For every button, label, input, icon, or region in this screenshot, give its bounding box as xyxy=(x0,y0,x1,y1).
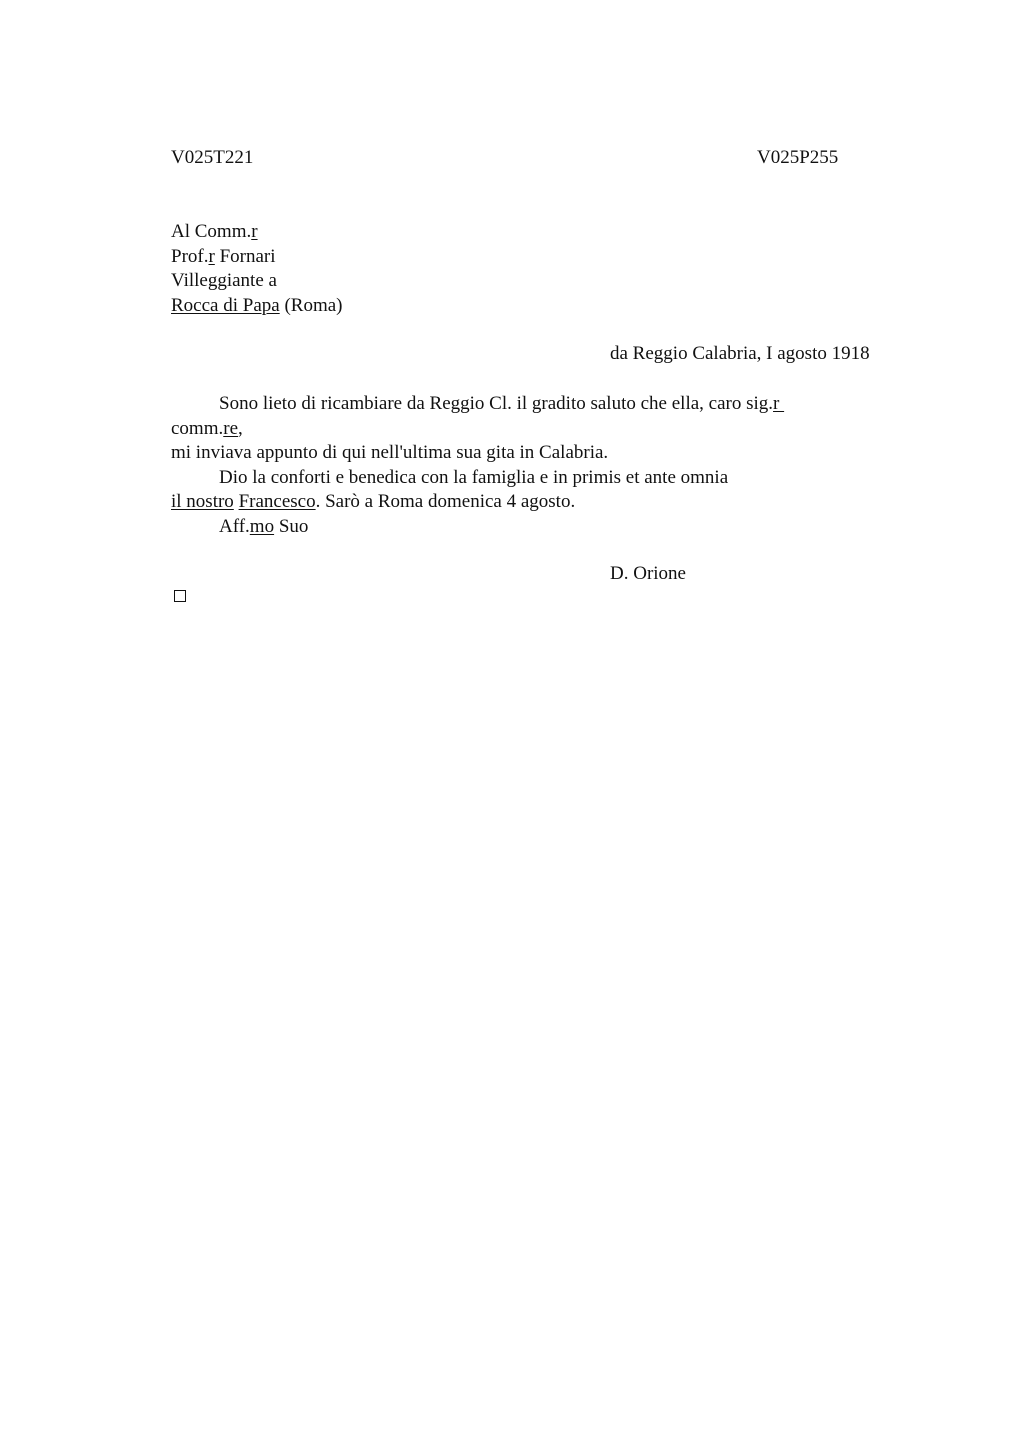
body-line xyxy=(171,490,784,515)
body-underlined: il nostro xyxy=(171,491,234,512)
recipient-address xyxy=(171,220,342,318)
address-text: Fornari xyxy=(214,245,276,267)
address-superscript: r xyxy=(251,221,258,242)
address-text: Al Comm. xyxy=(171,221,252,242)
document-code-left: V025T221 xyxy=(171,147,254,168)
body-underlined: mo xyxy=(249,515,275,537)
address-line xyxy=(171,220,342,245)
body-line: mi inviava appunto di qui nell'ultima sua gita in Calabria. xyxy=(171,442,609,463)
body-underlined: Francesco xyxy=(238,491,316,512)
document-code-right: V025P255 xyxy=(757,147,839,168)
body-text: Aff. xyxy=(219,515,250,537)
body-line xyxy=(171,417,784,442)
address-line xyxy=(171,294,342,319)
body-text: Suo xyxy=(274,515,309,537)
body-text: , xyxy=(238,417,243,439)
body-underlined: re xyxy=(223,417,239,439)
address-line: Villeggiante a xyxy=(171,270,277,291)
square-icon xyxy=(174,590,186,602)
body-line: Dio la conforti e benedica con la famiglia e in primis et ante omnia xyxy=(219,466,729,488)
body-text: . Sarò a Roma domenica 4 agosto. xyxy=(315,491,576,512)
address-text: (Roma) xyxy=(279,294,343,316)
body-line xyxy=(171,515,784,540)
dateline: da Reggio Calabria, I agosto 1918 xyxy=(610,343,870,364)
body-text: comm. xyxy=(171,417,224,439)
address-text: Prof. xyxy=(171,245,209,267)
body-text: Sono lieto di ricambiare da Reggio Cl. il gradito saluto che ella, caro sig. xyxy=(219,393,774,414)
address-line xyxy=(171,245,342,270)
body-underlined: r xyxy=(773,393,785,414)
signature: D. Orione xyxy=(610,563,686,584)
letter-body xyxy=(171,392,784,539)
body-line xyxy=(171,392,784,417)
address-superscript: r xyxy=(208,245,215,267)
address-place: Rocca di Papa xyxy=(171,294,280,316)
